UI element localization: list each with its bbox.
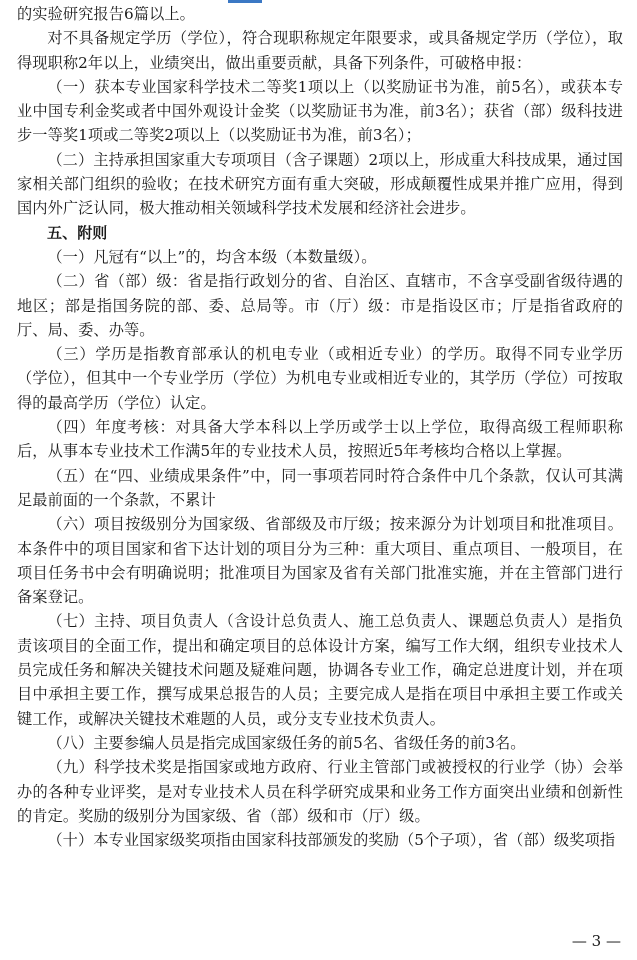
exception-item-1: （一）获本专业国家科学技术二等奖1项以上（以奖励证书为准，前5名），或获本专业中国专利金奖或者中国外观设计金奖（以奖励证书为准，前3名）；获省（部）级科技进步一等奖1项或二等奖2项以上（以奖励证书为准，前3名）； <box>17 77 623 145</box>
article-2: （二）省（部）级：省是指行政划分的省、自治区、直辖市，不含享受副省级待遇的地区；部是指国务院的部、委、总局等。市（厅）级：市是指设区市；厅是指省政府的厅、局、委、办等。 <box>17 272 623 339</box>
article-8: （八）主要参编人员是指完成国家级任务的前5名、省级任务的前3名。 <box>47 733 526 752</box>
section-heading: 五、附则 <box>47 223 108 242</box>
article-3: （三）学历是指教育部承认的机电专业（或相近专业）的学历。取得不同专业学历（学位），但其中一个专业学历（学位）为机电专业或相近专业的，其学历（学位）可按取得的最高学历（学位）认定。 <box>17 345 623 412</box>
article-7: （七）主持、项目负责人（含设计总负责人、施工总负责人、课题总负责人）是指负责该项目的全面工作，提出和确定项目的总体设计方案，编写工作大纲，组织专业技术人员完成任务和解决关键技术问题及疑难问题，协调各专业工作，确定总进度计划，并在项目中承担主要工作，撰写成果总报告的人员；主要完成人是指在项目中承担主要工作或关键工作，或解决关键技术难题的人员，或分支专业技术负责人。 <box>17 612 623 728</box>
article-6: （六）项目按级别分为国家级、省部级及市厅级；按来源分为计划项目和批准项目。本条件中的项目国家和省下达计划的项目分为三种：重大项目、重点项目、一般项目，在项目任务书中会有明确说明；批准项目为国家及省有关部门批准实施，并在主管部门进行备案登记。 <box>17 515 623 607</box>
article-4: （四）年度考核：对具备大学本科以上学历或学士以上学位，取得高级工程师职称后，从事本专业技术工作满5年的专业技术人员，按照近5年考核均合格以上掌握。 <box>17 418 623 461</box>
article-9: （九）科学技术奖是指国家或地方政府、行业主管部门或被授权的行业学（协）会举办的各种专业评奖，是对专业技术人员在科学研究成果和业务工作方面突出业绩和创新性的肯定。奖励的级别分为国家级、省（部）级和市（厅）级。 <box>17 758 623 825</box>
exception-item-2: （二）主持承担国家重大专项项目（含子课题）2项以上，形成重大科技成果，通过国家相关部门组织的验收；在技术研究方面有重大突破，形成颠覆性成果并推广应用，得到国内外广泛认同，极大推动相关领域科学技术发展和经济社会进步。 <box>17 150 623 218</box>
page-number: — 3 — <box>571 932 621 950</box>
continued-text: 的实验研究报告6篇以上。 <box>17 5 195 23</box>
article-10: （十）本专业国家级奖项指由国家科技部颁发的奖励（5个子项），省（部）级奖项指 <box>47 831 616 850</box>
exception-paragraph: 对不具备规定学历（学位），符合现职称规定年限要求，或具备规定学历（学位），取得现职称2年以上，业绩突出，做出重要贡献，具备下列条件，可破格申报： <box>17 29 623 72</box>
article-5: （五）在“四、业绩成果条件”中，同一事项若同时符合条件中几个条款，仅认可其满足最前面的一个条款，不累计 <box>17 466 623 509</box>
article-1: （一）凡冠有“以上”的，均含本级（本数量级）。 <box>47 247 377 266</box>
document-body <box>17 2 623 852</box>
